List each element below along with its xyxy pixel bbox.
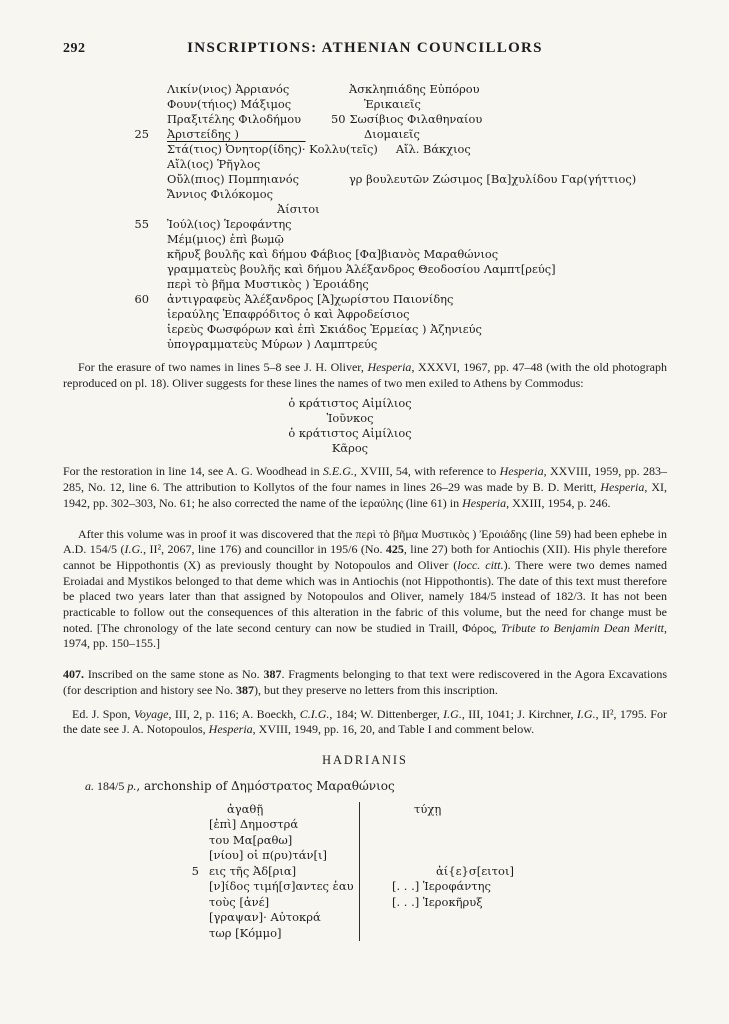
citation-title: Tribute to Benjamin Dean Meritt	[501, 620, 664, 635]
deme-heading: Διομαιεῖς	[364, 127, 420, 141]
catalog-number: 387	[235, 682, 254, 697]
inscription-line	[63, 277, 667, 292]
text-segment: , XVIII, 1949, pp. 16, 20, and Table I and comment below.	[252, 722, 535, 737]
running-head	[63, 40, 667, 60]
inscription-line	[63, 292, 667, 307]
deme-heading: Ἐρικαιεῖς	[364, 97, 421, 111]
line-number	[331, 82, 345, 97]
paragraph-proof-note	[63, 527, 667, 653]
text-segment: ). There were two demes named Eroiadai and Mystikos belonged to that deme which was in Antiochis (not Hippothontis). The date of this text must therefore be placed two years later than that assigned by Notopoulos and Oliver, namely 184/5 instead of 182/3. It has not been practicable to follow out the consequences of this alteration in the fabric of this volume, but the need for change must be noted. [The chronology of the late second century can now be studied in Traill, Φόρος,	[63, 557, 667, 635]
text-segment: , 184; W. Dittenberger,	[329, 706, 444, 721]
text-segment: , II², 2067, line 176) and councillor in 195/6 (No.	[143, 542, 386, 557]
official-title-line: περὶ τὸ βῆμα Μυστικὸς ) Ἐροιάδης	[167, 277, 369, 291]
paragraph-restoration	[63, 464, 667, 511]
inscription-line	[185, 895, 359, 911]
line-number	[185, 848, 199, 864]
inscription-line	[185, 910, 359, 926]
dateline	[85, 779, 667, 794]
line-number	[63, 232, 149, 247]
text-segment: , line 27) both for Antiochis (XII). His phyle therefore cannot be Hippothontis (X) as previously thought by Notopoulos and Oliver (	[63, 542, 668, 572]
citation-title: Hesperia	[499, 464, 544, 479]
line-number	[63, 172, 149, 187]
text-segment: , XXIII, 1954, p. 246.	[506, 495, 611, 510]
line-number	[63, 277, 149, 292]
inscription-line	[63, 307, 667, 322]
date-abbrev: a.	[85, 778, 94, 793]
inscription-line	[63, 187, 667, 202]
inscription-word: [γραψαν]· Αὐτοκρά	[209, 910, 321, 925]
line-number	[331, 127, 345, 142]
citation-title: Hesperia	[367, 360, 412, 374]
page-number: 292	[63, 41, 86, 56]
inscription-word: [νίου] οἱ π(ρυ)τάν[ι]	[209, 848, 328, 863]
text-segment: . Fragments belonging to that text were rediscovered in the Agora Excavations (for description and history see No.	[63, 667, 667, 697]
inscription-407-left-column	[185, 802, 360, 942]
line-number	[63, 307, 149, 322]
inscription-line	[392, 833, 514, 849]
councillor-name: Σωσίβιος Φιλαθηναίου	[349, 112, 483, 126]
exiled-name-line: Κᾶρος	[331, 441, 369, 456]
text-segment: , XXXVI, 1967, pp. 47–48 (with the old photograph reproduced on pl. 18). Oliver suggests for these lines the names of two men exiled to Athens by Commodus:	[63, 360, 667, 390]
official-title-line: Ἰούλ(ιος) Ἱεροφάντης	[167, 217, 292, 231]
paragraph-407-editions	[63, 707, 667, 738]
inscription-line	[63, 337, 667, 352]
exiled-names-block	[63, 396, 637, 456]
running-title: INSCRIPTIONS: ATHENIAN COUNCILLORS	[187, 40, 543, 56]
inscription-word: τοὺς [ἀνέ]	[209, 894, 270, 909]
inscription-line: [. . .] Ἱεροκῆρυξ	[392, 894, 483, 909]
councillor-name: Αἴλ(ιος) Ῥῆγλος	[167, 157, 261, 171]
text-segment: , III, 2, p. 116; A. Boeckh,	[168, 706, 300, 721]
inscription-word: τωρ [Κόμμο]	[209, 925, 282, 940]
inscription-line	[185, 926, 359, 942]
line-number	[185, 833, 199, 849]
text-segment: , XVIII, 54, with reference to	[353, 464, 500, 479]
inscription-line	[63, 142, 667, 157]
line-number	[63, 322, 149, 337]
citation-title: locc. citt.	[457, 557, 504, 572]
line-number	[63, 262, 149, 277]
line-number	[63, 247, 149, 262]
inscription-word: εις τῆς Ἀδ[ρια]	[209, 863, 297, 878]
inscription-406-text	[63, 82, 667, 352]
line-number: 60	[134, 292, 149, 306]
line-number	[63, 187, 149, 202]
line-number	[63, 97, 149, 112]
citation-title: I.G.	[124, 542, 144, 557]
exiled-name-line: ὁ κράτιστος Αἰμίλιος	[288, 396, 412, 411]
official-title-line: ἀντιγραφεὺς Ἀλέξανδρος [Ἀ]χωρίστου Παιονίδης	[167, 292, 454, 306]
line-number	[63, 157, 149, 172]
inscription-line	[63, 232, 667, 247]
line-number	[378, 142, 392, 157]
text-segment: , XI, 1942, pp. 302–303, No. 61; he also corrected the name of the ἱεραύλης (line 61) in	[63, 480, 667, 510]
inscription-line: [. . .] Ἱεροφάντης	[392, 879, 491, 894]
line-number: 5	[191, 863, 199, 878]
citation-title: C.I.G.	[299, 706, 330, 721]
text-segment: , II², 1795. For the date see J. A. Notopoulos,	[63, 706, 667, 737]
line-number	[63, 112, 149, 127]
entry-number: 407.	[63, 667, 84, 682]
date-abbrev: p.	[127, 778, 137, 793]
official-title-line: γραμματεὺς βουλῆς καὶ δήμου Ἀλέξανδρος Θεοδοσίου Λαμπτ[ρεύς]	[167, 262, 556, 276]
catalog-number: 387	[263, 667, 282, 682]
councillor-name: Οὔλ(πιος) Πομπηιανός	[167, 172, 300, 186]
text-segment: Inscribed on the same stone as No.	[84, 667, 264, 682]
line-number	[185, 802, 199, 818]
paragraph-erasure	[63, 360, 667, 391]
inscription-line	[63, 112, 667, 127]
inscription-word: [ἐπὶ] Δημοστρά	[209, 817, 299, 832]
official-title-line: ἱεραύλης Ἐπαφρόδιτος ὁ καὶ Ἀφροδείσιος	[167, 307, 410, 321]
exiled-name-line: Ἰοῦνκος	[326, 411, 374, 426]
inscription-line	[185, 848, 359, 864]
inscription-line: τύχῃ	[414, 801, 442, 816]
citation-title: Hesperia	[208, 722, 253, 737]
councillor-name: Φουν(τήιος) Μάξιμος	[167, 97, 292, 111]
inscription-word: ἀγαθῇ	[227, 801, 264, 816]
line-number	[185, 926, 199, 942]
aisitoi-heading: Ἀίσιτοι	[277, 202, 320, 216]
citation-title: I.G.	[443, 706, 462, 721]
official-title-line: Μέμ(μιος) ἐπὶ βωμῷ	[167, 232, 284, 246]
line-number	[331, 157, 345, 172]
text-segment: Ed. J. Spon,	[72, 706, 134, 721]
secretary-note: γρ βουλευτῶν Ζώσιμος [Βα]χυλίδου Γαρ(γήττιος)	[349, 172, 637, 186]
line-number	[63, 142, 149, 157]
councillor-name: Ἀσκληπιάδης Εὐπόρου	[349, 82, 480, 96]
citation-title: Hesperia	[600, 480, 645, 495]
councillor-name: Αἴλ. Βάκχιος	[395, 142, 471, 156]
line-number	[331, 97, 345, 112]
exiled-name-line: ὁ κράτιστος Αἰμίλιος	[288, 426, 412, 441]
line-number	[185, 879, 199, 895]
paragraph-407-intro	[63, 667, 667, 698]
inscription-line	[63, 97, 667, 112]
inscription-407-right-column	[360, 802, 514, 942]
text-segment: , archonship of Δημόστρατος Μαραθώνιος	[136, 778, 395, 793]
text-segment: For the erasure of two names in lines 5–8 see J. H. Oliver,	[78, 360, 368, 374]
text-segment: , 1974, pp. 150–155.]	[63, 620, 667, 651]
inscription-line	[185, 817, 359, 833]
line-number	[63, 337, 149, 352]
official-title-line: κῆρυξ βουλῆς καὶ δήμου Φάβιος [Φα]βιανὸς Μαραθώνιος	[167, 247, 499, 261]
text-segment: , III, 1041; J. Kirchner,	[461, 706, 577, 721]
inscription-line	[63, 127, 667, 142]
inscription-word: του Μα[ραθω]	[209, 832, 293, 847]
text-segment: ), but they preserve no letters from this inscription.	[253, 682, 498, 697]
councillor-name: Λικίν(νιος) Ἀρριανός	[167, 82, 290, 96]
official-title-line: ὑπογραμματεὺς Μύρων ) Λαμπτρεύς	[167, 337, 378, 351]
text-segment: For the restoration in line 14, see A. G. Woodhead in	[63, 464, 323, 479]
inscription-line	[63, 322, 667, 337]
line-number: 55	[134, 217, 149, 231]
line-number	[331, 187, 345, 202]
citation-title: I.G.	[576, 706, 596, 721]
line-number	[331, 172, 345, 187]
text-segment: After this volume was in proof it was discovered that the περὶ τὸ βῆμα Μυστικὸς ) Ἐροιάδης (line 59) had been ephebe in A.D. 154/5 (	[63, 526, 667, 557]
inscription-line	[392, 817, 514, 833]
citation-title: S.E.G.	[322, 464, 354, 479]
inscription-word: [ν]ίδος τιμή[σ]αντες ἑαυ	[209, 879, 354, 894]
inscription-line	[63, 217, 667, 232]
inscription-line	[63, 157, 667, 172]
councillor-name: Ἄννιος Φιλόκομος	[167, 187, 274, 201]
line-number: 50	[331, 112, 346, 126]
inscription-407-text	[63, 802, 667, 942]
official-title-line: ἱερεὺς Φωσφόρων καὶ ἐπὶ Σκιάδος Ἑρμείας ) Ἀζηνιεύς	[167, 322, 482, 336]
councillor-name: Πραξιτέλης Φιλοδήμου	[167, 112, 302, 126]
inscription-line	[185, 833, 359, 849]
inscription-line	[185, 864, 359, 880]
text-segment: , XXVIII, 1959, pp. 283–285, No. 12, line 6. The attribution to Kollytos of the four names in lines 26–29 was made by B. D. Meritt,	[63, 464, 667, 495]
inscription-line	[392, 848, 514, 864]
inscription-line	[63, 82, 667, 97]
councillor-name: Ἀριστείδης )	[167, 127, 239, 141]
line-number	[63, 82, 149, 97]
tribe-heading: HADRIANIS	[322, 752, 408, 767]
deme-label: Κολλυ(τεῖς)	[305, 142, 378, 156]
erased-name: Στά(τιος) Ὀνητορ(ίδης)·	[167, 142, 306, 156]
catalog-number: 425	[385, 542, 404, 557]
inscription-line: ἀί{ε}σ[ειτοι]	[436, 863, 514, 878]
citation-title: Voyage	[133, 706, 169, 721]
line-number	[185, 817, 199, 833]
inscription-line	[63, 172, 667, 187]
line-number	[185, 910, 199, 926]
text-segment: 184/5	[94, 778, 128, 793]
line-number: 25	[134, 127, 149, 141]
councillor-name	[167, 142, 378, 157]
inscription-line	[63, 262, 667, 277]
inscription-line	[185, 879, 359, 895]
inscription-line	[63, 247, 667, 262]
citation-title: Hesperia	[462, 495, 507, 510]
inscription-line	[185, 802, 359, 818]
line-number	[185, 895, 199, 911]
